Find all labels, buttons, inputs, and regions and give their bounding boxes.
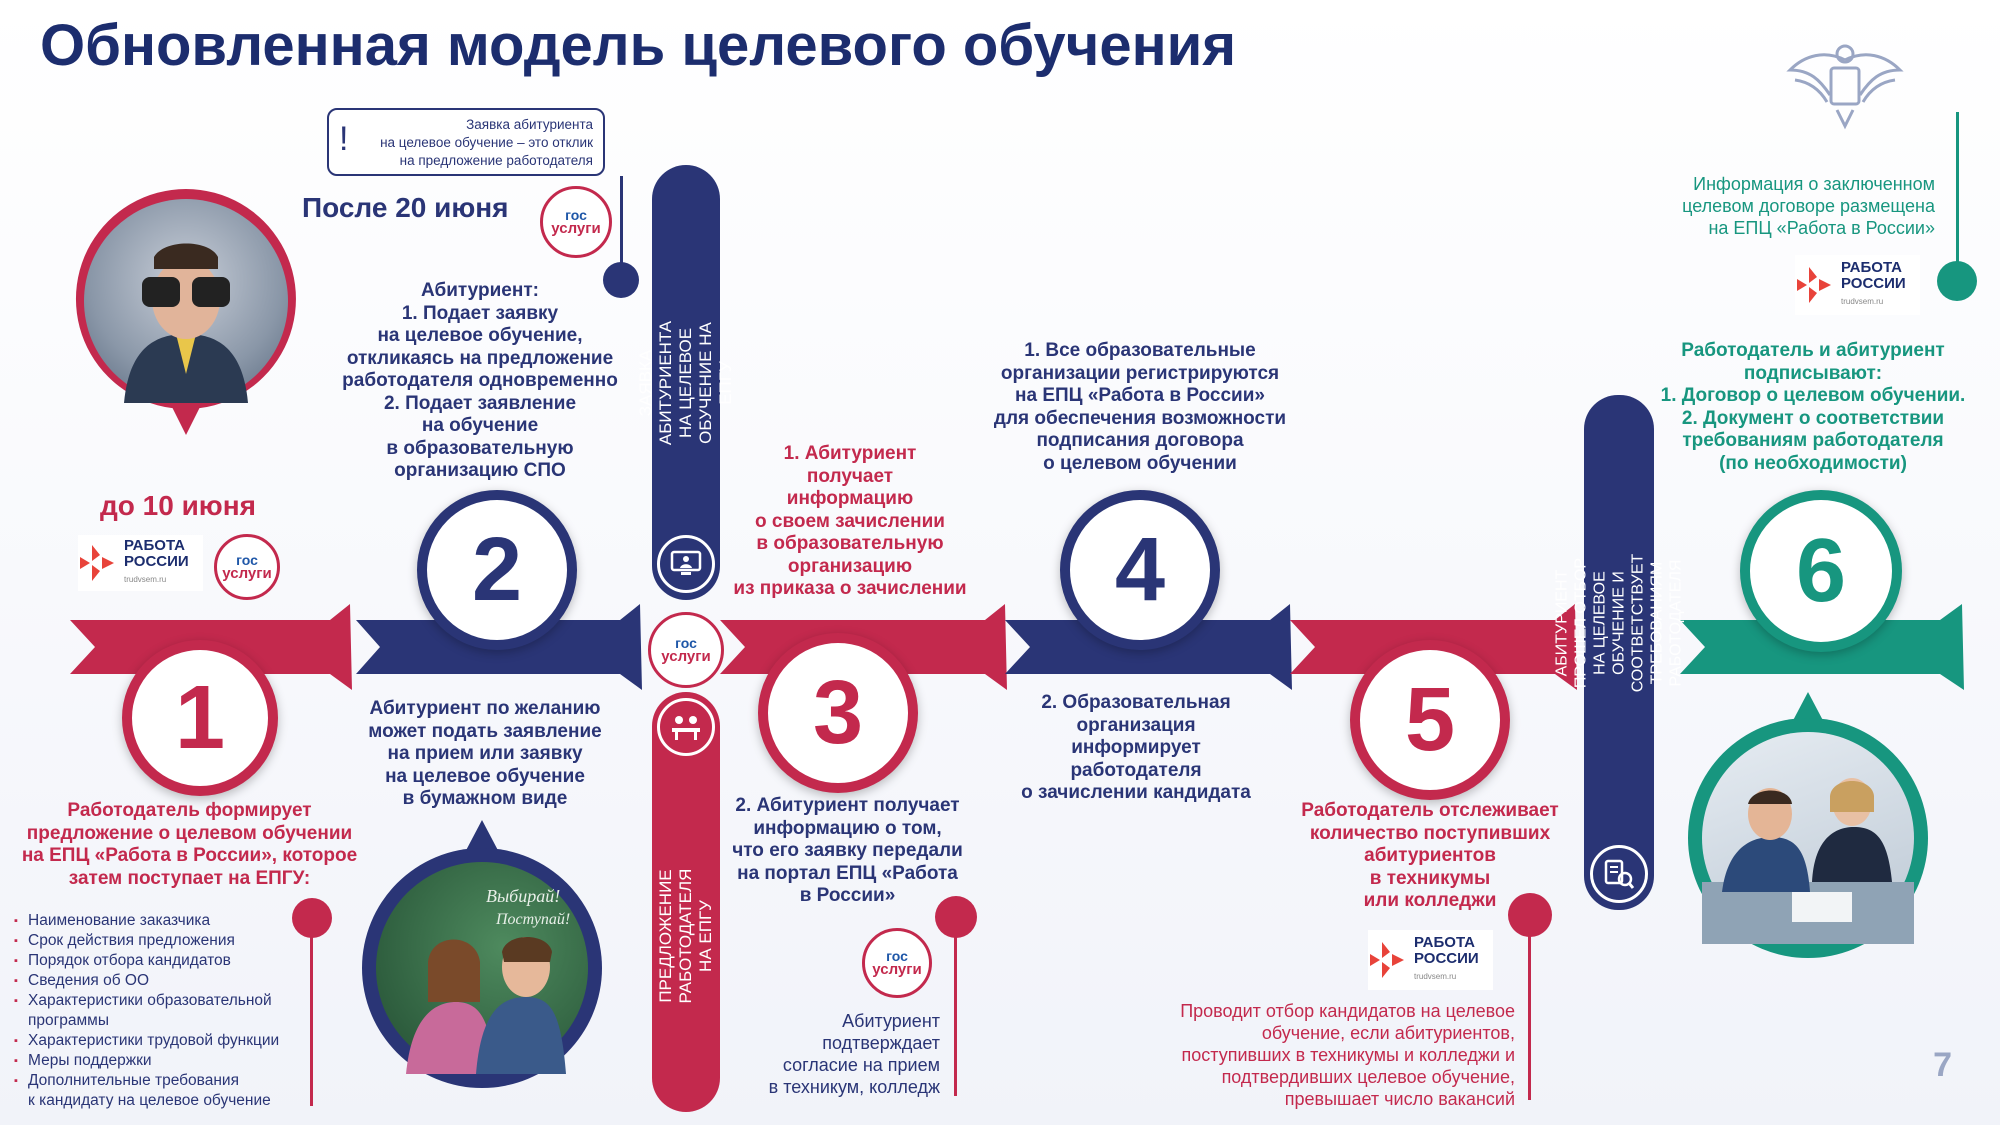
vertical-bar-selection xyxy=(1553,395,1685,910)
gos-line1: гос xyxy=(886,947,908,964)
step-6-text: Работодатель и абитуриент подписывают: 1. Договор о целевом обучении. 2. Документ о соответствии требованиям работодателя (по необходимости) xyxy=(1660,340,1966,474)
date-until-june10: до 10 июня xyxy=(100,490,256,521)
rabota-rossii-mark-icon xyxy=(78,543,118,583)
note-exclamation: ! xyxy=(339,120,349,158)
step-4-bottom-text: 2. Образовательная организация информирует работодателя о зачислении кандидата xyxy=(1021,692,1251,803)
list-item: ▪ Характеристики образовательной программы xyxy=(14,991,304,1031)
gos-line2: услуги xyxy=(551,219,601,237)
list-item: ▪ Наименование заказчика xyxy=(14,911,304,931)
step-2-bottom-text: Абитуриент по желанию может подать заявление на прием или заявку на целевое обучение в бумажном виде xyxy=(368,698,602,809)
vertical-bar-offer-text: ПРЕДЛОЖЕНИЕ РАБОТОДАТЕЛЯ НА ЕПГУ xyxy=(656,868,715,1004)
step-3-pin-line xyxy=(954,936,957,1096)
note-box xyxy=(327,108,605,176)
gos-line1: гос xyxy=(236,551,258,568)
page-title: Обновленная модель целевого обучения xyxy=(40,13,1237,78)
photo-pin-2 xyxy=(362,812,602,1092)
vertical-bar-application-text: ЗАЯВКА АБИТУРИЕНТА НА ЦЕЛЕВОЕ ОБУЧЕНИЕ НА ЕПГУ xyxy=(636,320,735,445)
list-item: ▪ Сведения об ОО xyxy=(14,971,304,991)
vertical-bar-selection-text: АБИТУРИЕНТ ПРОШЕЛ ОТБОР НА ЦЕЛЕВОЕ ОБУЧЕНИЕ И СООТВЕТСТВУЕТ ТРЕБОВАНИЯМ РАБОТОДАТЕЛЯ xyxy=(1553,553,1685,692)
list-item: ▪ Характеристики трудовой функции xyxy=(14,1031,304,1051)
gos-line2: услуги xyxy=(222,564,272,582)
rabota-rossii-mark-icon xyxy=(1368,940,1408,980)
list-item: ▪ Дополнительные требования к кандидату на целевое обучение xyxy=(14,1071,304,1111)
step-1-number: 1 xyxy=(174,667,226,768)
step-5-detail-text: Проводит отбор кандидатов на целевое обучение, если абитуриентов, поступивших в техникумы и колледжи и подтвердивших целевое обучение, превышает число вакансий xyxy=(1180,1001,1515,1109)
rr-sub: trudvsem.ru xyxy=(1414,972,1457,981)
list-item: ▪ Меры поддержки xyxy=(14,1051,304,1071)
step-3-pin-dot xyxy=(935,896,977,938)
step-2-circle xyxy=(417,490,577,650)
step-3-confirm-text: Абитуриент подтверждает согласие на прием в техникум, колледж xyxy=(768,1011,940,1097)
note-text: Заявка абитуриента на целевое обучение – это отклик на предложение работодателя xyxy=(380,117,593,168)
step-3-bottom-text: 2. Абитуриент получает информацию о том, что его заявку передали на портал ЕПЦ «Работа в России» xyxy=(732,795,963,906)
search-list-icon xyxy=(1590,845,1648,903)
rabota-rossii-logo-1 xyxy=(78,535,203,591)
step-5-text: Работодатель отслеживает количество поступивших абитуриентов в техникумы или колледжи xyxy=(1301,800,1559,911)
step-5-pin-dot xyxy=(1508,893,1552,937)
gos-line1: гос xyxy=(675,634,697,651)
students-photo xyxy=(376,862,588,1074)
step-1-circle xyxy=(122,640,278,796)
step-6-pin-dot xyxy=(1937,261,1977,301)
step-5-pin-line xyxy=(1528,935,1531,1100)
gos-line2: услуги xyxy=(872,960,922,978)
rr-line2: РОССИИ xyxy=(124,553,189,570)
team-meeting-photo xyxy=(1702,732,1914,944)
step-5-number: 5 xyxy=(1404,669,1456,770)
rabota-rossii-logo-5 xyxy=(1368,930,1493,990)
rabota-rossii-mark-icon xyxy=(1795,265,1835,305)
step-6-number: 6 xyxy=(1795,520,1847,621)
rr-line1: РАБОТА xyxy=(124,537,186,554)
step-1-pin-line xyxy=(310,936,313,1106)
list-item: ▪ Срок действия предложения xyxy=(14,931,304,951)
gos-line1: гос xyxy=(565,206,587,223)
vertical-bar-offer xyxy=(652,692,720,1112)
list-item: ▪ Порядок отбора кандидатов xyxy=(14,951,304,971)
step-4-number: 4 xyxy=(1114,519,1166,620)
rr-sub: trudvsem.ru xyxy=(1841,297,1884,306)
svg-text:Выбирай!: Выбирай! xyxy=(486,886,561,906)
photo-pin-1 xyxy=(72,185,300,460)
date-after-june20: После 20 июня xyxy=(302,192,509,223)
rr-line1: РАБОТА xyxy=(1414,934,1476,951)
step-2-top-text: Абитуриент: 1. Подает заявку на целевое обучение, откликаясь на предложение работодателя одновременно 2. Подает заявление на обучение в образовательную организацию СПО xyxy=(342,280,618,481)
step-2-pin-line xyxy=(620,176,623,266)
binoculars-man-photo xyxy=(84,199,288,403)
step-6-pin-line xyxy=(1956,112,1959,262)
photo-pin-6 xyxy=(1688,690,1928,960)
offer-fields-list xyxy=(14,911,304,1111)
step-3-top-text: 1. Абитуриент получает информацию о своем зачислении в образовательную организацию из приказа о зачислении xyxy=(733,443,967,599)
gosuslugi-logo-2 xyxy=(540,186,612,258)
step-6-info-text: Информация о заключенном целевом договоре размещена на ЕПЦ «Работа в России» xyxy=(1682,174,1935,238)
step-4-top-text: 1. Все образовательные организации регистрируются на ЕПЦ «Работа в России» для обеспечения возможности подписания договора о целевом обучении xyxy=(993,340,1287,474)
people-at-desk-icon xyxy=(657,698,715,756)
step-3-circle xyxy=(758,633,918,793)
svg-text:Поступай!: Поступай! xyxy=(496,911,571,928)
rabota-rossii-logo-6 xyxy=(1795,255,1920,315)
page-number: 7 xyxy=(1933,1046,1952,1084)
step-6-circle xyxy=(1740,490,1902,652)
step-4-circle xyxy=(1060,490,1220,650)
rr-line1: РАБОТА xyxy=(1841,259,1903,276)
step-3-number: 3 xyxy=(812,662,864,763)
gosuslugi-logo-1 xyxy=(214,534,280,600)
rr-line2: РОССИИ xyxy=(1414,950,1479,967)
rr-sub: trudvsem.ru xyxy=(124,575,167,584)
gos-line2: услуги xyxy=(661,647,711,665)
gosuslugi-logo-center xyxy=(648,612,724,688)
step-2-number: 2 xyxy=(471,519,523,620)
gosuslugi-logo-3 xyxy=(862,928,932,998)
rr-line2: РОССИИ xyxy=(1841,275,1906,292)
step-1-text: Работодатель формирует предложение о целевом обучении на ЕПЦ «Работа в России», которое затем поступает на ЕПГУ: xyxy=(21,800,358,889)
step-5-circle xyxy=(1350,640,1510,800)
monitor-person-icon xyxy=(657,535,715,593)
vertical-bar-application xyxy=(636,165,735,600)
